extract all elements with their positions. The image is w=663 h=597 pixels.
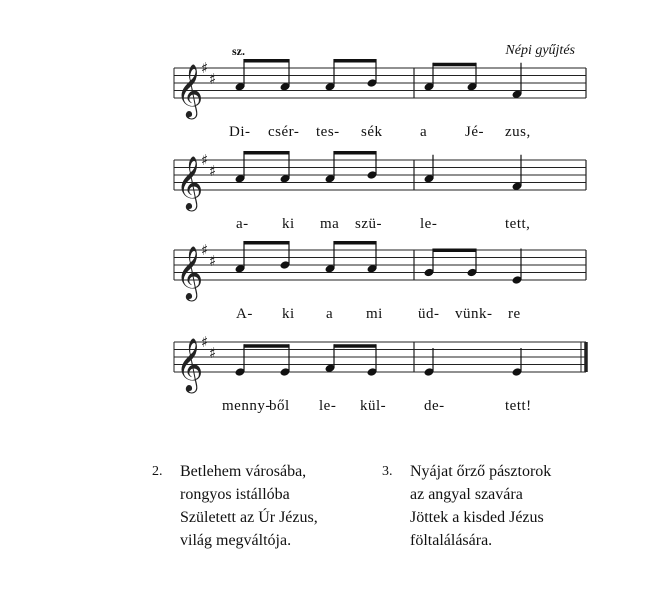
syllable: ki (282, 306, 295, 322)
syllable: de- (424, 398, 445, 414)
syllable: tett, (505, 216, 531, 232)
syllable: le- (319, 398, 337, 414)
verse-number: 2. (152, 464, 163, 479)
beam (334, 344, 376, 348)
syllable: kül- (360, 398, 387, 414)
sharp-c: ♯ (209, 252, 217, 270)
syllable: üd- (418, 306, 440, 322)
beam (244, 241, 289, 245)
syllable: le- (420, 216, 438, 232)
beam (244, 151, 289, 155)
syllable: a- (236, 216, 249, 232)
sharp-c: ♯ (209, 70, 217, 88)
beam (244, 59, 289, 63)
beam (433, 249, 476, 253)
verse-line: Született az Úr Jézus, (180, 509, 318, 526)
beam (244, 344, 289, 348)
source-credit: Népi gyűjtés (505, 43, 575, 58)
syllable: A- (236, 306, 253, 322)
syllable: ből (269, 398, 290, 414)
beam (334, 59, 376, 63)
sharp-c: ♯ (209, 162, 217, 180)
sharp-f: ♯ (201, 241, 209, 259)
sharp-f: ♯ (201, 151, 209, 169)
beam (433, 63, 476, 67)
syllable: ma (320, 216, 340, 232)
verse-line: Nyájat őrző pásztorok (410, 463, 552, 480)
verse-line: világ megváltója. (180, 532, 292, 549)
syllable: csér- (268, 124, 300, 140)
verse-number: 3. (382, 464, 393, 479)
verse-line: rongyos istállóba (180, 486, 290, 503)
syllable: szü- (355, 216, 382, 232)
verse-2 (180, 460, 318, 552)
sharp-f: ♯ (201, 59, 209, 77)
tempo-mark: sz. (232, 44, 245, 58)
syllable: tett! (505, 398, 532, 414)
verse-line: föltalálására. (410, 532, 493, 549)
syllable: menny- (222, 398, 271, 414)
verse-line: Betlehem városába, (180, 463, 307, 480)
beam (334, 241, 376, 245)
beam (334, 151, 376, 155)
syllable: re (508, 306, 521, 322)
syllable: zus, (505, 124, 531, 140)
sharp-f: ♯ (201, 333, 209, 351)
verse-line: az angyal szavára (410, 486, 523, 503)
verse-3 (410, 460, 551, 552)
treble-clef: 𝄞 (176, 63, 204, 117)
syllable: sék (361, 124, 383, 140)
verse-line: Jöttek a kisded Jézus (410, 509, 544, 526)
syllable: vünk- (455, 306, 493, 322)
sharp-c: ♯ (209, 344, 217, 362)
treble-clef: 𝄞 (176, 155, 204, 209)
syllable: Jé- (465, 124, 484, 140)
treble-clef: 𝄞 (176, 245, 204, 299)
treble-clef: 𝄞 (176, 337, 204, 391)
syllable: ki (282, 216, 295, 232)
syllable: Di- (229, 124, 251, 140)
syllable: tes- (316, 124, 340, 140)
syllable: a (420, 124, 428, 140)
syllable: a (326, 306, 334, 322)
syllable: mi (366, 306, 383, 322)
